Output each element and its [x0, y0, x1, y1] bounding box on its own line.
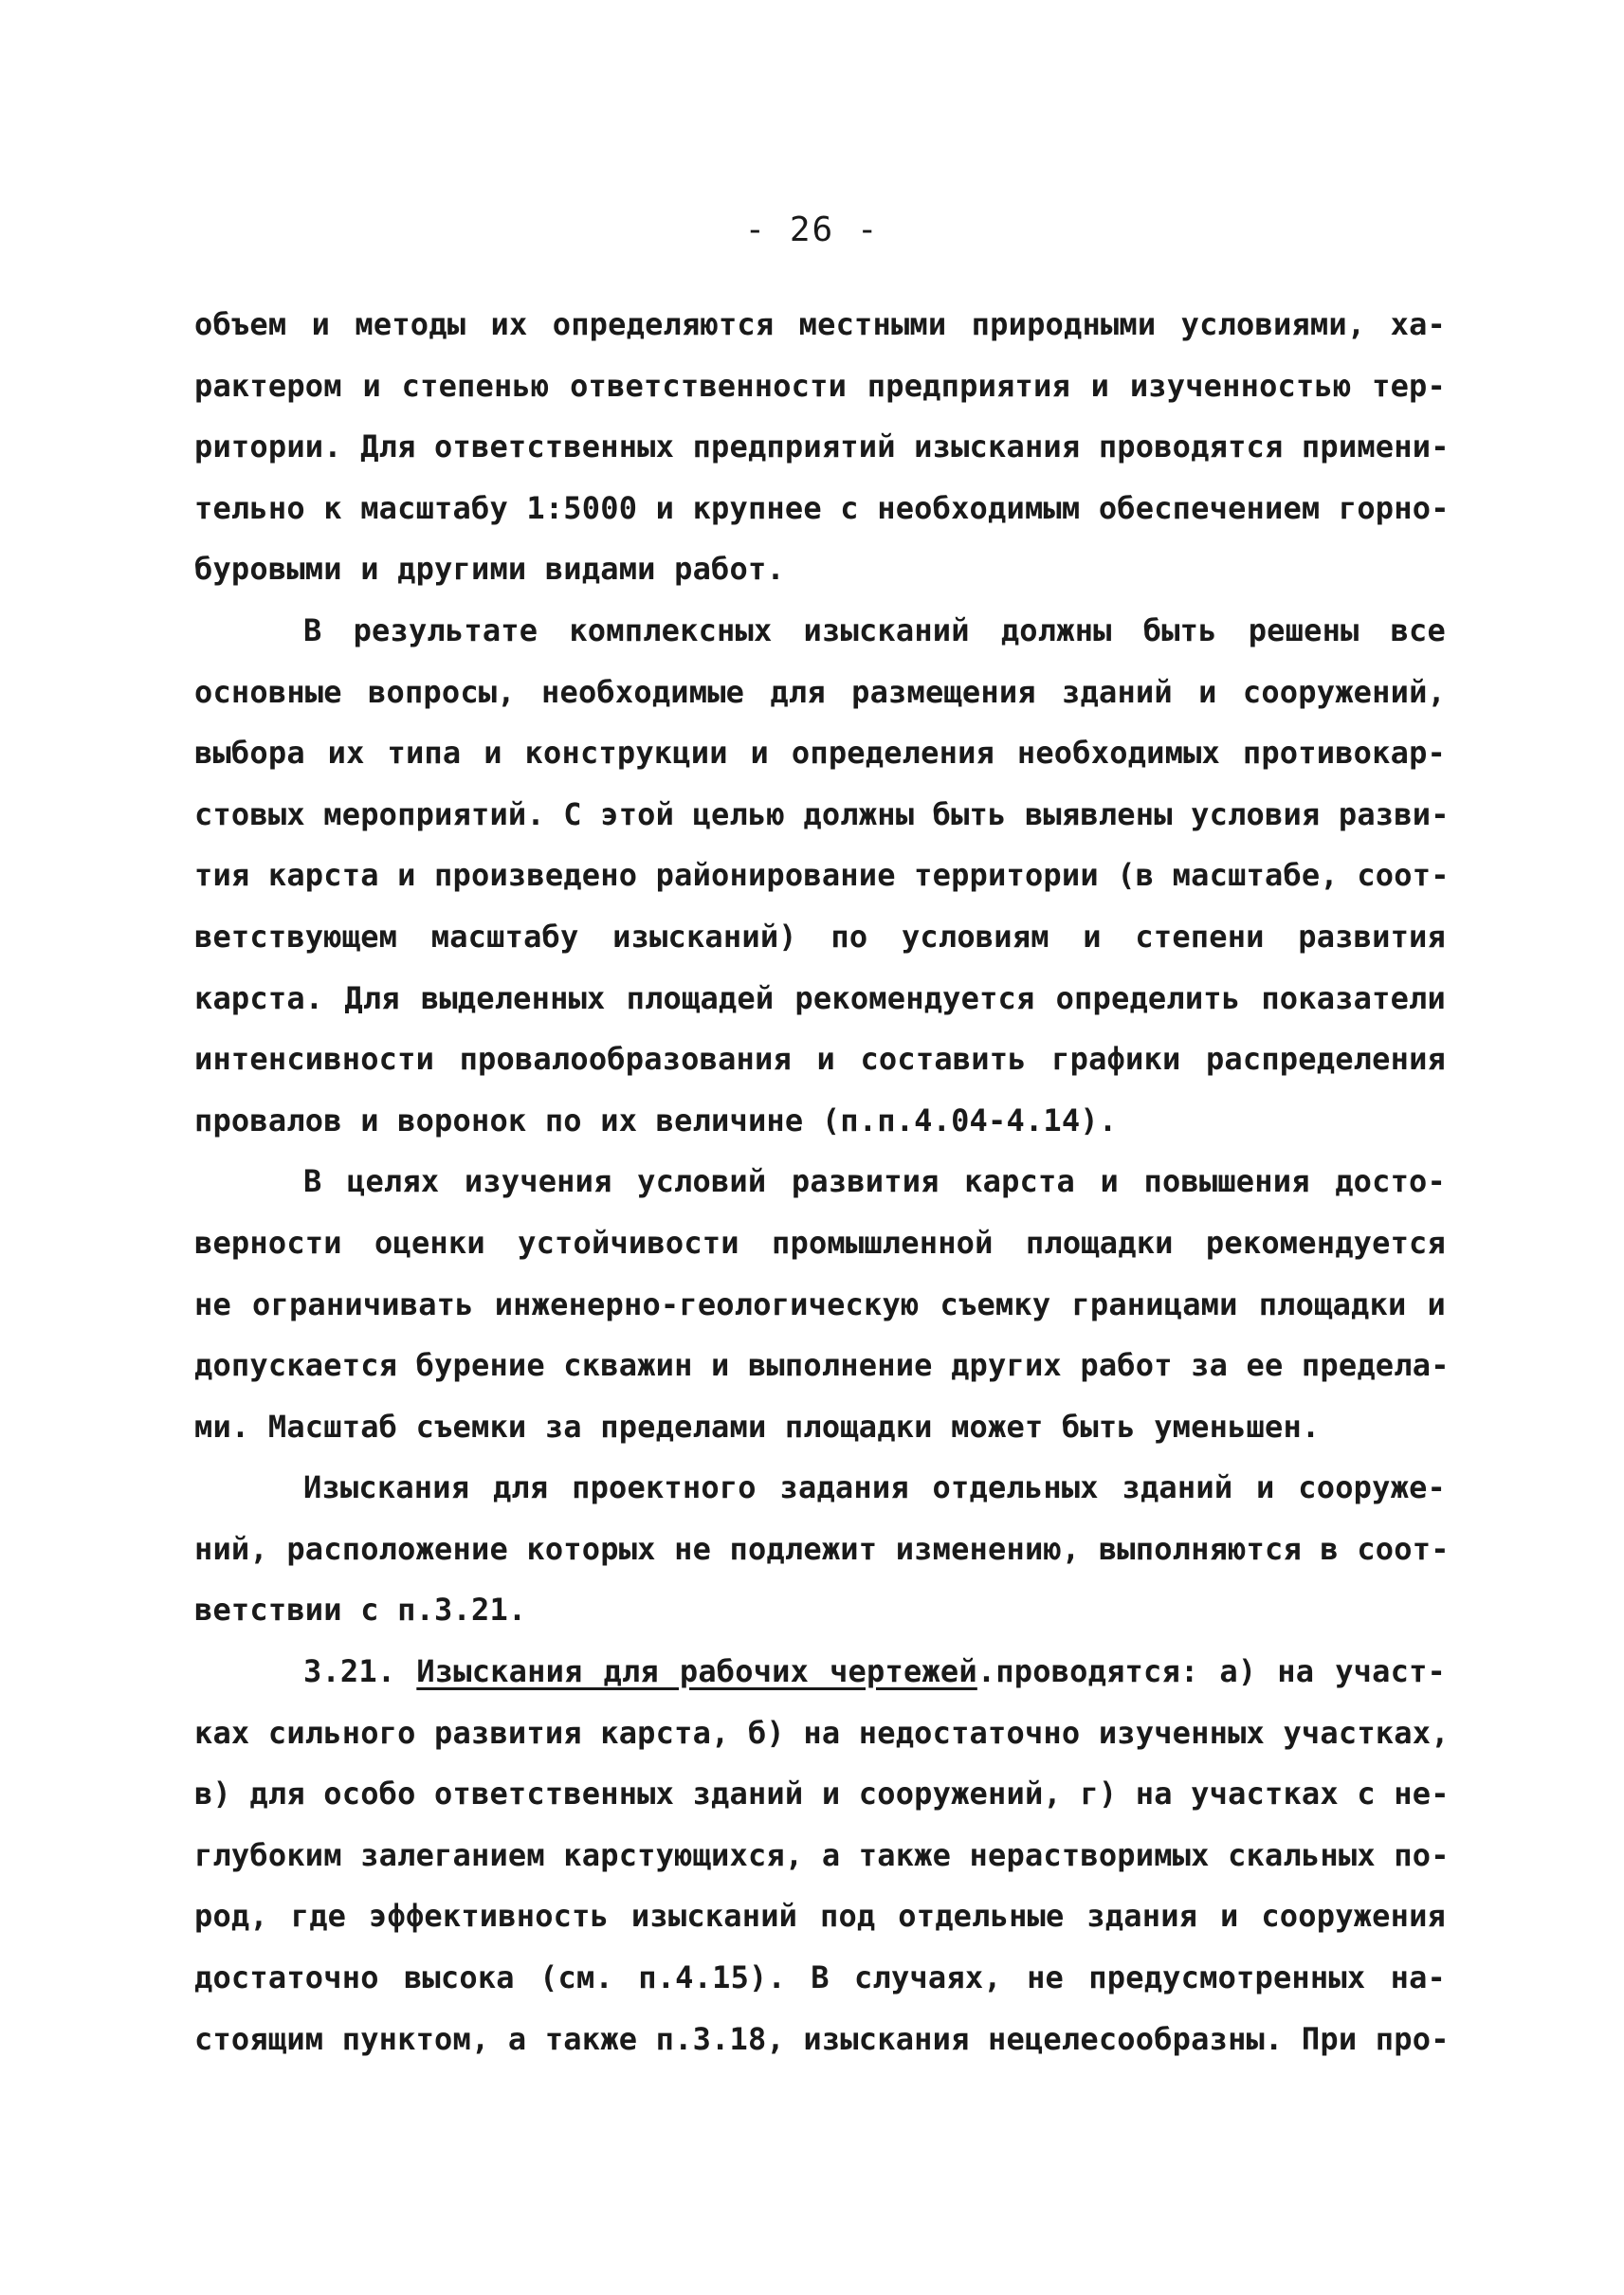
text-line: В результате комплексных изысканий должны быть решены все — [303, 611, 1446, 648]
text-line: буровыми и другими видами работ. — [194, 551, 785, 588]
text-line: основные вопросы, необходимые для размещения зданий и сооружений, — [194, 673, 1446, 710]
section-3-21-first-line — [194, 1641, 1446, 1703]
text-line: В целях изучения условий развития карста и повышения досто- — [303, 1163, 1446, 1200]
text-line: тия карста и произведено районирование территории (в масштабе, соот- — [194, 857, 1450, 894]
text-line: глубоким залеганием карстующихся, а также нерастворимых скальных по- — [194, 1836, 1450, 1873]
section-first-line-rest: .проводятся: а) на участ- — [976, 1653, 1447, 1690]
text-line: верности оценки устойчивости промышленной площадки рекомендуется — [194, 1224, 1446, 1261]
text-line: ветствии с п.3.21. — [194, 1592, 527, 1629]
section-number: 3.21. — [303, 1653, 396, 1690]
text-line: Изыскания для проектного задания отдельных зданий и сооруже- — [303, 1469, 1446, 1506]
section-title: Изыскания для рабочих чертежей — [416, 1653, 977, 1690]
text-line: допускается бурение скважин и выполнение других работ за ее предела- — [194, 1347, 1450, 1384]
text-line: тельно к масштабу 1:5000 и крупнее с необходимым обеспечением горно- — [194, 489, 1450, 526]
text-line: стоящим пунктом, а также п.3.18, изыскания нецелесообразны. При про- — [194, 2020, 1450, 2057]
text-line: достаточно высока (см. п.4.15). В случаях, не предусмотренных на- — [194, 1959, 1446, 1996]
text-line: карста. Для выделенных площадей рекомендуется определить показатели — [194, 979, 1446, 1016]
text-line: в) для особо ответственных зданий и сооружений, г) на участках с не- — [194, 1776, 1450, 1812]
body-text — [194, 294, 1450, 2069]
text-line: ветствующем масштабу изысканий) по условиям и степени развития — [194, 918, 1446, 955]
text-line: объем и методы их определяются местными природными условиями, ха- — [194, 306, 1446, 342]
text-line: провалов и воронок по их величине (п.п.4.04-4.14). — [194, 1102, 1118, 1138]
text-line: ках сильного развития карста, б) на недостаточно изученных участках, — [194, 1714, 1450, 1751]
text-line: ми. Масштаб съемки за пределами площадки может быть уменьшен. — [194, 1408, 1321, 1445]
text-line: выбора их типа и конструкции и определения необходимых противокар- — [194, 735, 1446, 772]
text-line: ритории. Для ответственных предприятий изыскания проводятся примени- — [194, 428, 1450, 465]
text-line: стовых мероприятий. С этой целью должны быть выявлены условия разви- — [194, 795, 1450, 832]
text-line: рактером и степенью ответственности предприятия и изученностью тер- — [194, 367, 1446, 404]
text-line: род, где эффективность изысканий под отдельные здания и сооружения — [194, 1898, 1446, 1935]
text-line: ний, расположение которых не подлежит изменению, выполняются в соот- — [194, 1530, 1450, 1567]
text-line: интенсивности провалообразования и составить графики распределения — [194, 1041, 1446, 1078]
text-line: не ограничивать инженерно-геологическую съемку границами площадки и — [194, 1285, 1446, 1322]
page-number: - 26 - — [744, 210, 880, 249]
